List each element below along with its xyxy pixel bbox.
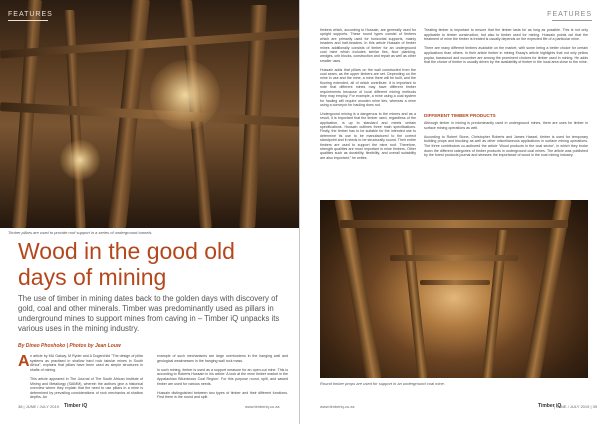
mine-tunnel-photo xyxy=(320,200,588,378)
body-column-2: example of such mechanisms are large overburdens in the hanging wall and geological weaknesses in the hanging wall rock mass. In such mining, timber is used as a support measure for an open-cut mine. This is according to Roberts Hussain in his article 'A look at the mine timber market in the Appalachian Bituminous Coal Region'. For this purpose round, split, and sawed timber are used for various needs. Hussain distinguished between two types of timber and their different functions. First there is the round and split xyxy=(157,354,288,400)
section-subheading: DIFFERENT TIMBER PRODUCTS xyxy=(424,113,496,118)
section-rule xyxy=(552,20,592,21)
page-number: 38 | JUNE / JULY 2019 xyxy=(18,404,59,409)
page-number: | JUNE / JULY 2019 | 39 xyxy=(554,404,598,409)
section-label: FEATURES xyxy=(8,11,53,18)
section-label: FEATURES xyxy=(547,11,592,18)
body-column-4: Treating timber is important to ensure that the timber lasts for as long as possible. This is not only applicable to timber construction, but also to timber used for mining. Hussain points out that the treatment of mine the timber is treated is usually depends on the expected life of a particular mine. There are many different timbers available on the market, with some being a better choice for certain applications than others. In their article timber in mining Essay's article highlights that not only yellow poplar, basswood and cucumber are among the prominent choices for timber used in mining. He adds that the choice of timber is usually driven by the availability of timber in the local area close to the mine. xyxy=(424,28,588,65)
article-standfirst: The use of timber in mining dates back to the golden days with discovery of gold, coal and other minerals. Timber was predominantly used as pillars in underground mines to support mines from caving in – Timber iQ unpacks its various uses in the mining industry. xyxy=(18,294,280,333)
body-column-5: Although timber in mining is predominantly used in underground mines, there are uses for timber in surface mining operations as well. According to Robert Stone, Christopher Roberts and James Hassel, timber is used for temporary building props and blocking as well as other miscellaneous applications in surface mining operations. The three contributors co-authored the article 'Wood products in the coal sector', in which they broke down the different categories of timber products in underground coal mines. The article was published by the forest products journal and stresses the importance of wood in the coal mining industry. xyxy=(424,121,588,158)
body-column-1: n article by MU Gakwy, M Ryder and A Dogerchild "The design of pillar systems as practised in shallow hard rock tabular mines in South Africa", explains that pillars have been used as simple structures in shafts of mining. This article appeared in The Journal of The South African Institute of Mining and Metallurgy (SAIMM), wherein the authors give a historical overview where they explain that the need to use pillars in a mine is determined by prevailing considerations of rock mechanics at shallow depths. An xyxy=(30,354,143,400)
right-page xyxy=(300,0,600,424)
article-title: Wood in the good old days of mining xyxy=(18,238,235,290)
website-link[interactable]: www.timberiq.co.za xyxy=(320,404,355,409)
website-link[interactable]: www.timberiq.co.za xyxy=(245,404,280,409)
photo-caption: Timber pillars are used to provide roof support in a series of underground tunnels. xyxy=(8,230,153,235)
body-column-3: timbers which, according to Hussain, are generally used for upright supports. These round types consist of timbers which are primarily used for horizontal supports, mainly headers and half-headers. In this article Hussain of timber mines additionally consists of timber for an underground coal mine which includes similar ties, floor planking, wedges, crib blocks, construction and repair as well as other smaller uses. Hussain adds that pillars on the wall constructed from the coal seam, as the upper timbers are set. Depending on the mine in use and the mine, a mine there will be built, and the flooring extended, all of which contribute. It is important to note that different mines may have different timber requirements because of local different mining methods they may employ. For example, a mine using a coal system for hauling will require wooden mine ties, whereas a mine using a conveyor for hauling does not. Undergound mining is a dangerous to the miners and as a result, it is important that the timber used, regardless of the application, is up to standard and meets certain specifications. Hussain outlines three main specifications. Firstly, the timber has to be suitable for the intended use to determine its use to be manufactured to the correct standpoint and it needs to be structurally sound. Their entire timbers are used to support the mine roof. Therefore, strength qualities are most important in mine timbers. Other qualities such as durability, flexibility, and overall suitability are also important," he writes. xyxy=(320,28,416,160)
photo-caption: Round timber props are used for support in an underground coal mine. xyxy=(320,381,445,386)
magazine-name: Timber iQ xyxy=(538,403,562,409)
section-rule xyxy=(8,20,48,21)
magazine-name: Timber iQ xyxy=(64,403,88,409)
drop-cap: A xyxy=(18,353,30,370)
mine-pillars-photo xyxy=(0,0,300,228)
article-byline: By Dineo Phoshoko | Photos by Jean Louw xyxy=(18,343,121,349)
